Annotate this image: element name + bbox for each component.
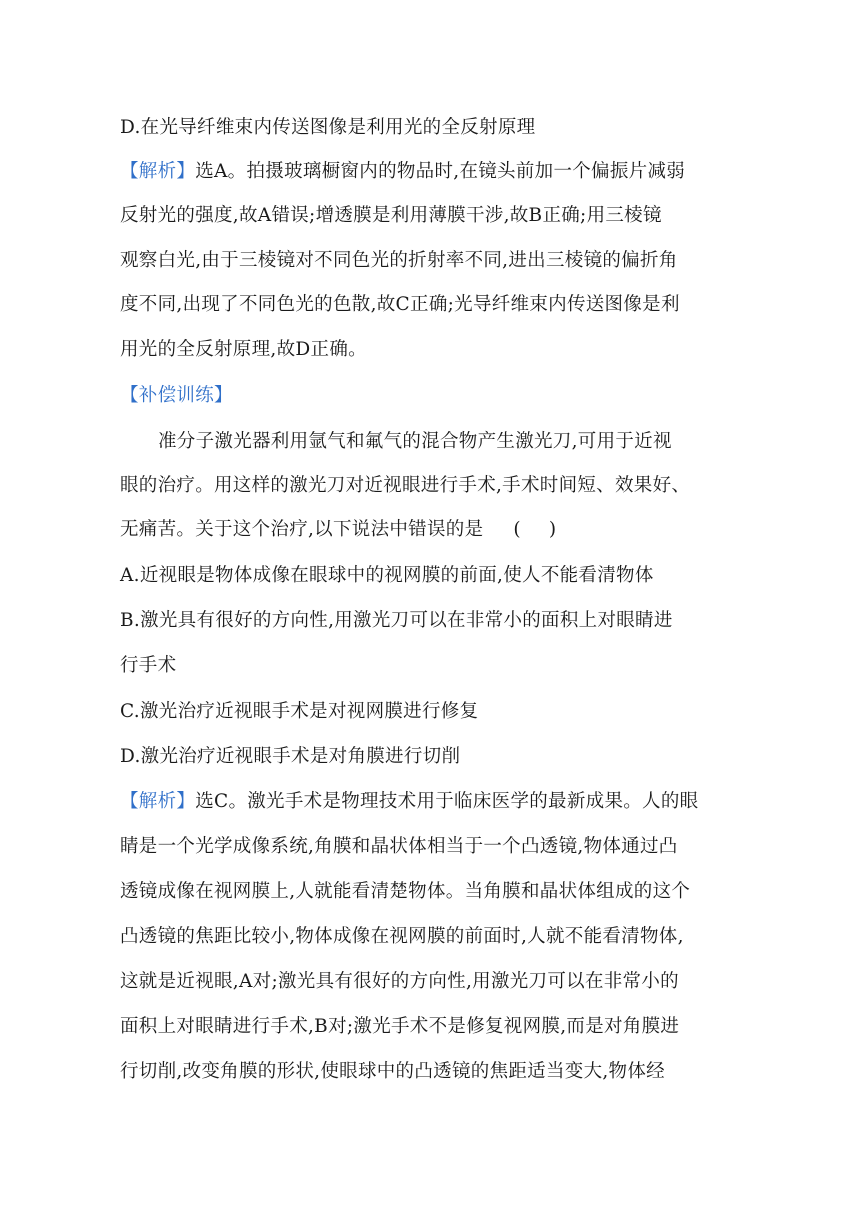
analysis-line-5: 用光的全反射原理,故D正确。 (120, 339, 367, 360)
analysis2-tag: 【解析】 (120, 791, 196, 812)
analysis2-line-1 (120, 790, 750, 814)
answer-paren-open: ( (513, 519, 521, 540)
question-line-1: 准分子激光器利用氩气和氟气的混合物产生激光刀,可用于近视 (158, 431, 672, 452)
option-c: C.激光治疗近视眼手术是对视网膜进行修复 (120, 701, 479, 722)
analysis2-line-4: 凸透镜的焦距比较小,物体成像在视网膜的前面时,人就不能看清物体, (120, 926, 684, 947)
question-line-2: 眼的治疗。用这样的激光刀对近视眼进行手术,手术时间短、效果好、 (120, 475, 691, 496)
option-b-line-2: 行手术 (120, 655, 177, 676)
option-a: A.近视眼是物体成像在眼球中的视网膜的前面,使人不能看清物体 (120, 565, 654, 586)
analysis2-line-3: 透镜成像在视网膜上,人就能看清楚物体。当角膜和晶状体组成的这个 (120, 881, 691, 902)
analysis2-line-6: 面积上对眼睛进行手术,B对;激光手术不是修复视网膜,而是对角膜进 (120, 1016, 680, 1037)
analysis-line-3: 观察白光,由于三棱镜对不同色光的折射率不同,进出三棱镜的偏折角 (120, 250, 678, 271)
compensation-tag: 【补偿训练】 (120, 385, 233, 406)
option-b-line-1: B.激光具有很好的方向性,用激光刀可以在非常小的面积上对眼睛进 (120, 610, 673, 631)
option-d-line: D.在光导纤维束内传送图像是利用光的全反射原理 (120, 117, 536, 138)
analysis2-line-7: 行切削,改变角膜的形状,使眼球中的凸透镜的焦距适当变大,物体经 (120, 1061, 665, 1082)
analysis-tag: 【解析】 (120, 161, 196, 182)
question-line-3 (120, 518, 750, 542)
analysis-text: 选A。拍摄玻璃橱窗内的物品时,在镜头前加一个偏振片减弱 (195, 161, 686, 182)
option-d: D.激光治疗近视眼手术是对角膜进行切削 (120, 746, 461, 767)
analysis2-text: 选C。激光手术是物理技术用于临床医学的最新成果。人的眼 (195, 791, 699, 812)
analysis-line-4: 度不同,出现了不同色光的色散,故C正确;光导纤维束内传送图像是利 (120, 294, 680, 315)
analysis-line-1 (120, 160, 750, 184)
answer-paren-close: ) (548, 519, 557, 540)
analysis2-line-5: 这就是近视眼,A对;激光具有很好的方向性,用激光刀可以在非常小的 (120, 971, 679, 992)
question-text: 无痛苦。关于这个治疗,以下说法中错误的是 (120, 519, 484, 540)
analysis2-line-2: 睛是一个光学成像系统,角膜和晶状体相当于一个凸透镜,物体通过凸 (120, 836, 678, 857)
analysis-line-2: 反射光的强度,故A错误;增透膜是利用薄膜干涉,故B正确;用三棱镜 (120, 205, 662, 226)
compensation-heading (120, 384, 750, 408)
